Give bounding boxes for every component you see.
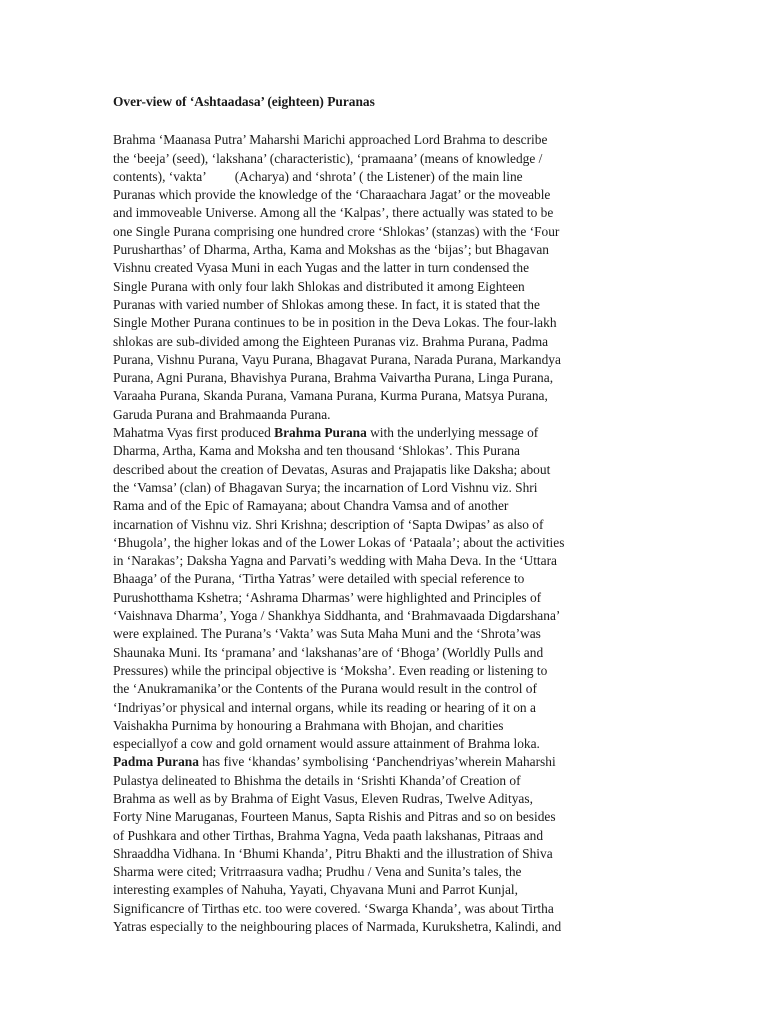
text-line: of Pushkara and other Tirthas, Brahma Yagna, Veda paath lakshanas, Pitraas and	[113, 827, 544, 843]
text-line: Garuda Purana and Brahmaanda Purana.	[113, 406, 331, 422]
paragraph-overview	[113, 131, 633, 424]
text-line: Purana, Vishnu Purana, Vayu Purana, Bhagavat Purana, Narada Purana, Markandya	[113, 351, 561, 367]
text-span: (Acharya) and ‘shrota’ ( the Listener) of the main line	[234, 168, 523, 184]
text-span: has five ‘khandas’ symbolising ‘Panchendriyas’wherein Maharshi	[198, 754, 556, 770]
text-line: the ‘Anukramanika’or the Contents of the Purana would result in the control of	[113, 681, 537, 697]
bold-term-brahma-purana: Brahma Purana	[274, 425, 367, 441]
bold-term-padma-purana: Padma Purana	[113, 754, 199, 770]
paragraph-brahma-purana	[113, 424, 633, 753]
text-line	[113, 168, 633, 186]
text-line: and immoveable Universe. Among all the ‘Kalpas’, there actually was stated to be	[113, 205, 554, 221]
text-line: Pulastya delineated to Bhishma the details in ‘Srishti Khanda’of Creation of	[113, 772, 521, 788]
text-line: the ‘Vamsa’ (clan) of Bhagavan Surya; the incarnation of Lord Vishnu viz. Shri	[113, 479, 538, 495]
text-line: Single Mother Purana continues to be in position in the Deva Lokas. The four-lakh	[113, 315, 557, 331]
text-line: Pressures) while the principal objective is ‘Moksha’. Even reading or listening to	[113, 662, 548, 678]
text-line: Bhaaga’ of the Purana, ‘Tirtha Yatras’ were detailed with special reference to	[113, 571, 525, 587]
text-line: Vaishakha Purnima by honouring a Brahmana with Bhojan, and charities	[113, 717, 504, 733]
text-line: especiallyof a cow and gold ornament would assure attainment of Brahma loka.	[113, 736, 540, 752]
text-line: Yatras especially to the neighbouring places of Narmada, Kurukshetra, Kalindi, and	[113, 919, 562, 935]
text-line: ‘Vaishnava Dharma’, Yoga / Shankhya Siddhanta, and ‘Brahmavaada Digdarshana’	[113, 608, 561, 624]
text-line: interesting examples of Nahuha, Yayati, Chyavana Muni and Parrot Kunjal,	[113, 882, 518, 898]
text-line: Forty Nine Maruganas, Fourteen Manus, Sapta Rishis and Pitras and so on besides	[113, 809, 556, 825]
text-line: Sharma were cited; Vritrraasura vadha; Prudhu / Vena and Sunita’s tales, the	[113, 864, 522, 880]
text-line: in ‘Narakas’; Daksha Yagna and Parvati’s wedding with Maha Deva. In the ‘Uttara	[113, 553, 557, 569]
paragraph-padma-purana	[113, 753, 633, 936]
text-line: Brahma ‘Maanasa Putra’ Maharshi Marichi approached Lord Brahma to describe	[113, 132, 548, 148]
text-line: Shraaddha Vidhana. In ‘Bhumi Khanda’, Pitru Bhakti and the illustration of Shiva	[113, 845, 553, 861]
text-line: Brahma as well as by Brahma of Eight Vasus, Eleven Rudras, Twelve Adityas,	[113, 790, 533, 806]
text-line: one Single Purana comprising one hundred crore ‘Shlokas’ (stanzas) with the ‘Four	[113, 223, 560, 239]
text-line	[113, 424, 633, 442]
text-line: Purusharthas’ of Dharma, Artha, Kama and Mokshas as the ‘bijas’; but Bhagavan	[113, 242, 549, 258]
text-line: Puranas which provide the knowledge of the ‘Charaachara Jagat’ or the moveable	[113, 187, 551, 203]
text-line: ‘Bhugola’, the higher lokas and of the Lower Lokas of ‘Pataala’; about the activities	[113, 534, 565, 550]
text-line: Significancre of Tirthas etc. too were covered. ‘Swarga Khanda’, was about Tirtha	[113, 900, 554, 916]
text-line: Shaunaka Muni. Its ‘pramana’ and ‘lakshanas’are of ‘Bhoga’ (Worldly Pulls and	[113, 644, 544, 660]
text-line: were explained. The Purana’s ‘Vakta’ was Suta Maha Muni and the ‘Shrota’was	[113, 626, 541, 642]
text-span: with the underlying message of	[366, 425, 539, 441]
text-line: ‘Indriyas’or physical and internal organs, while its reading or hearing of it on a	[113, 699, 536, 715]
text-line: Single Purana with only four lakh Shlokas and distributed it among Eighteen	[113, 278, 525, 294]
text-line: Purana, Agni Purana, Bhavishya Purana, Brahma Vaivartha Purana, Linga Purana,	[113, 370, 554, 386]
text-line: Puranas with varied number of Shlokas among these. In fact, it is stated that the	[113, 296, 540, 312]
text-span: contents), ‘vakta’	[113, 168, 207, 184]
text-line: Rama and of the Epic of Ramayana; about Chandra Vamsa and of another	[113, 498, 509, 514]
text-line: Varaaha Purana, Skanda Purana, Vamana Purana, Kurma Purana, Matsya Purana,	[113, 388, 548, 404]
text-line: the ‘beeja’ (seed), ‘lakshana’ (characteristic), ‘pramaana’ (means of knowledge /	[113, 150, 543, 166]
document-body	[113, 93, 633, 936]
text-line: Vishnu created Vyasa Muni in each Yugas and the latter in turn condensed the	[113, 260, 530, 276]
text-line: incarnation of Vishnu viz. Shri Krishna; description of ‘Sapta Dwipas’ as also of	[113, 516, 544, 532]
text-line: shlokas are sub-divided among the Eighteen Puranas viz. Brahma Purana, Padma	[113, 333, 549, 349]
text-span: Mahatma Vyas first produced	[113, 425, 275, 441]
document-title: Over-view of ‘Ashtaadasa’ (eighteen) Puranas	[113, 94, 375, 109]
text-line: Dharma, Artha, Kama and Moksha and ten thousand ‘Shlokas’. This Purana	[113, 443, 520, 459]
text-line: described about the creation of Devatas, Asuras and Prajapatis like Daksha; about	[113, 461, 551, 477]
text-line: Purushotthama Kshetra; ‘Ashrama Dharmas’ were highlighted and Principles of	[113, 589, 542, 605]
text-line	[113, 753, 633, 771]
